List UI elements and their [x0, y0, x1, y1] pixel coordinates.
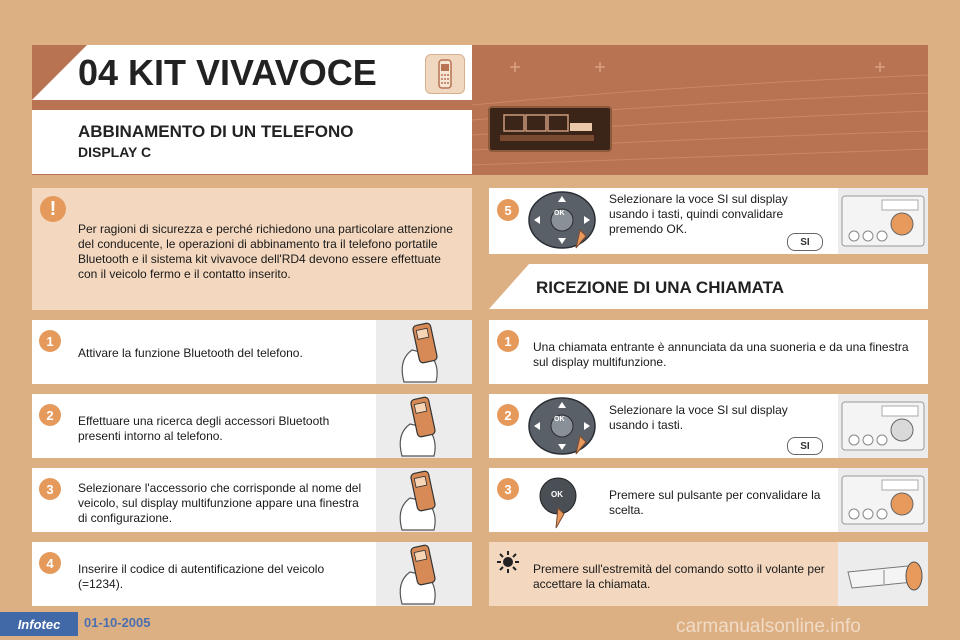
page-title: 04 KIT VIVAVOCE — [78, 52, 377, 93]
warning-icon: ! — [40, 196, 66, 222]
section-subtitle-display: DISPLAY C — [78, 144, 152, 160]
right-step-text-5: Selezionare la voce SI sul display usando i tasti, quindi convalidare premendo OK. — [609, 192, 788, 236]
step-badge-1: 1 — [39, 330, 61, 352]
phone-hand-image-3 — [376, 468, 472, 532]
reception-badge-1: 1 — [497, 330, 519, 352]
nav-pad-image-2 — [526, 396, 600, 458]
step-badge-5: 5 — [497, 199, 519, 221]
display-screen-icon — [488, 106, 612, 152]
step-badge-4: 4 — [39, 552, 61, 574]
left-step-text-3: Selezionare l'accessorio che corrisponde al nome del veicolo, sul display multifunzione appare una finestra di configurazione. — [78, 481, 362, 525]
reception-badge-3: 3 — [497, 478, 519, 500]
phone-hand-image-2 — [376, 394, 472, 458]
ok-label-5: OK — [554, 210, 565, 217]
sun-tip-icon — [496, 550, 520, 574]
radio-unit-image-2 — [838, 394, 928, 458]
tip-text: Premere sull'estremità del comando sotto il volante per accettare la chiamata. — [533, 562, 825, 591]
nav-pad-image-5 — [526, 190, 600, 252]
reception-text-3: Premere sul pulsante per convalidare la scelta. — [609, 488, 821, 517]
phone-hand-image-4 — [376, 542, 472, 606]
reception-text-2: Selezionare la voce SI sul display usando i tasti. — [609, 403, 788, 432]
ok-button-image — [534, 474, 584, 530]
infotec-logo: Infotec — [0, 612, 78, 636]
radio-unit-image-3 — [838, 468, 928, 532]
reception-title: RICEZIONE DI UNA CHIAMATA — [536, 278, 785, 297]
reception-text-1: Una chiamata entrante è annunciata da una suoneria e da una finestra sul display multifunzione. — [533, 340, 909, 369]
reception-badge-2: 2 — [497, 404, 519, 426]
footer-date: 01-10-2005 — [84, 615, 151, 630]
section-title-pairing: ABBINAMENTO DI UN TELEFONO — [78, 122, 354, 141]
si-button-2[interactable]: SI — [787, 437, 823, 455]
step-badge-2: 2 — [39, 404, 61, 426]
mobile-phone-icon — [425, 54, 465, 94]
warning-text: Per ragioni di sicurezza e perché richiedono una particolare attenzione del conducente, le operazioni di abbinamento tra il telefono portatile Bluetooth e il sistema kit vivavoce dell'RD4 devono essere effettuate con il veicolo fermo e il contatto inserito. — [78, 222, 453, 281]
left-step-text-2: Effettuare una ricerca degli accessori Bluetooth presenti intorno al telefono. — [78, 414, 330, 443]
si-button-5[interactable]: SI — [787, 233, 823, 251]
watermark: carmanualsonline.info — [676, 616, 861, 637]
ok-label-3: OK — [551, 490, 563, 499]
subtitle-block — [32, 110, 472, 174]
steering-stalk-image — [838, 542, 928, 606]
left-step-text-1: Attivare la funzione Bluetooth del telefono. — [78, 346, 303, 360]
step-badge-3: 3 — [39, 478, 61, 500]
left-step-text-4: Inserire il codice di autentificazione del veicolo (=1234). — [78, 562, 325, 591]
radio-unit-image-5 — [838, 188, 928, 254]
ok-label-2: OK — [554, 416, 565, 423]
phone-hand-image-1 — [376, 320, 472, 384]
